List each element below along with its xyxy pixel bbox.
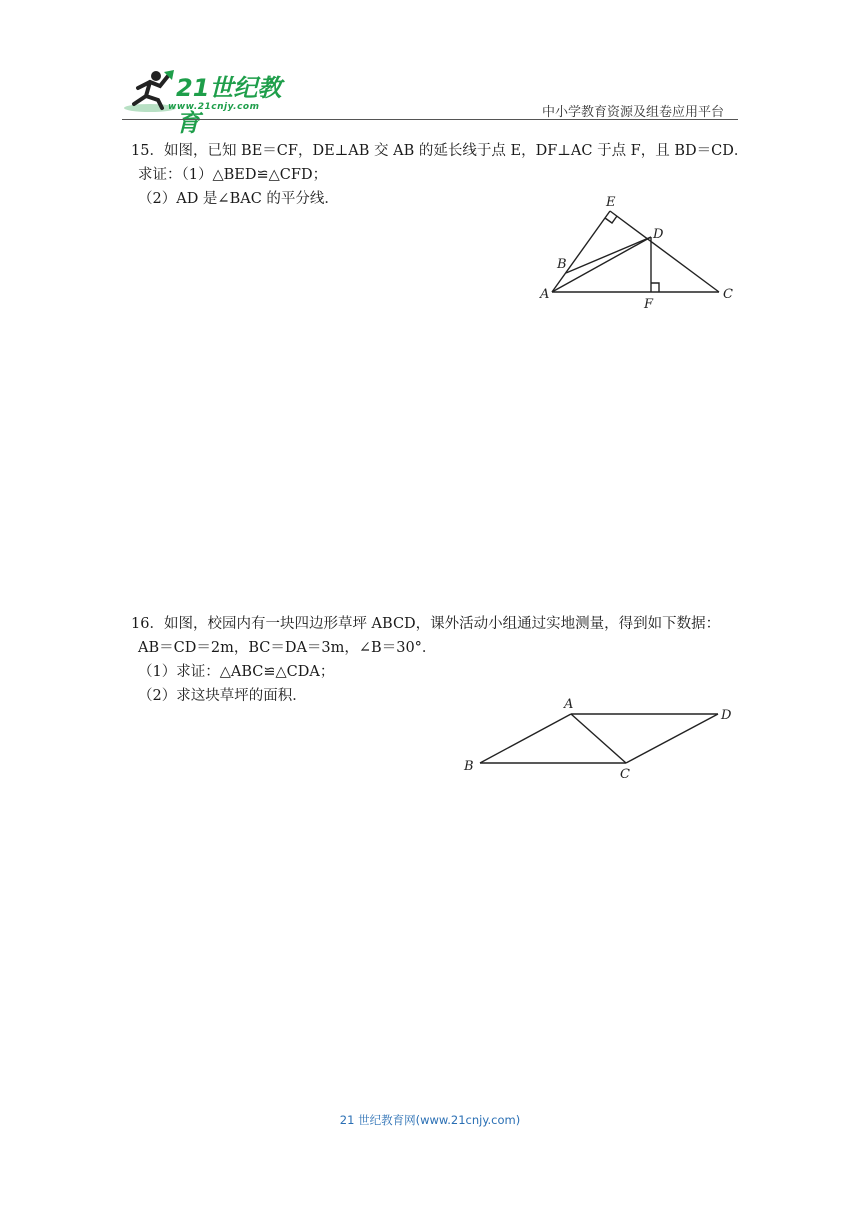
label-A: A — [564, 697, 574, 712]
logo-text: 21世纪教育 — [176, 74, 282, 137]
page-header — [0, 0, 860, 137]
logo-url: www.21cnjy.com — [168, 102, 260, 112]
q15-part1: 求证：（1）△BED≌△CFD； — [138, 167, 328, 183]
q16-part2: （2）求这块草坪的面积． — [138, 688, 307, 704]
label-B: B — [464, 759, 474, 774]
label-F: F — [644, 297, 654, 310]
label-C: C — [723, 287, 733, 302]
q16-data: AB＝CD＝2m，BC＝DA＝3m，∠B＝30°． — [138, 640, 437, 656]
label-D: D — [653, 227, 664, 242]
logo — [120, 68, 300, 137]
platform-title: 中小学教育资源及组卷应用平台 — [541, 105, 724, 120]
label-D: D — [721, 708, 732, 723]
label-B: B — [557, 257, 567, 272]
label-E: E — [606, 195, 616, 210]
q16-statement: 16．如图，校园内有一块四边形草坪 ABCD，课外活动小组通过实地测量，得到如下数据： — [131, 616, 721, 632]
page-footer: 21 世纪教育网(www.21cnjy.com) — [339, 1113, 521, 1127]
q15-figure — [536, 192, 738, 310]
q16-figure — [458, 694, 740, 784]
label-C: C — [620, 767, 630, 782]
q15-statement: 15．如图，已知 BE＝CF，DE⊥AB 交 AB 的延长线于点 E，DF⊥AC 于点 F，且 BD＝CD． — [131, 143, 749, 159]
q15-part2: （2）AD 是∠BAC 的平分线． — [138, 191, 339, 207]
header-divider — [122, 119, 738, 120]
label-A: A — [540, 287, 550, 302]
q16-part1: （1）求证：△ABC≌△CDA； — [138, 664, 335, 680]
